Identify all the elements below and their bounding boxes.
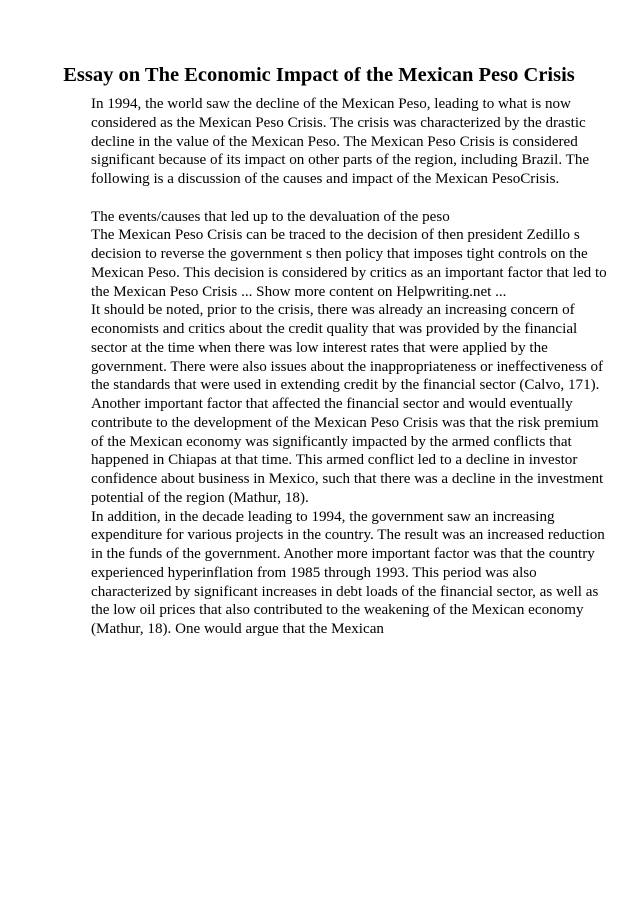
section-heading: The events/causes that led up to the devaluation of the peso bbox=[91, 208, 450, 225]
text-line: considered as the Mexican Peso Crisis. The crisis was characterized by the drastic bbox=[91, 114, 586, 131]
essay-title: Essay on The Economic Impact of the Mexican Peso Crisis bbox=[63, 64, 575, 86]
text-line: In addition, in the decade leading to 1994, the government saw an increasing bbox=[91, 508, 555, 525]
text-line: economists and critics about the credit quality that was provided by the financial bbox=[91, 321, 578, 337]
text-line: confidence about business in Mexico, such that there was a decline in the investment bbox=[91, 471, 604, 487]
text-line: characterized by significant increases in debt loads of the financial sector, as well as bbox=[91, 583, 599, 600]
intro-paragraph bbox=[91, 95, 601, 189]
text-line: the low oil prices that also contributed to the weakening of the Mexican economy bbox=[91, 602, 584, 619]
text-line: In 1994, the world saw the decline of the Mexican Peso, leading to what is now bbox=[91, 96, 571, 112]
text-line: the standards that were used in extending credit by the financial sector (Calvo, 171). bbox=[91, 377, 600, 394]
text-line: It should be noted, prior to the crisis, there was already an increasing concern of bbox=[91, 302, 575, 319]
text-line: Another important factor that affected the financial sector and would eventually bbox=[91, 396, 573, 412]
text-line: decision to reverse the government s then policy that imposes tight controls on the bbox=[91, 246, 588, 262]
text-line: Mexican Peso. This decision is considered by critics as an important factor that led to bbox=[91, 264, 607, 281]
text-line: happened in Chiapas at that time. This armed conflict led to a decline in investor bbox=[91, 452, 578, 469]
text-line: government. There were also issues about the inappropriateness or ineffectiveness of bbox=[91, 358, 604, 375]
text-line: of the Mexican economy was significantly impacted by the armed conflicts that bbox=[91, 433, 572, 450]
text-line: significant because of its impact on other parts of the region, including Brazil. The bbox=[91, 152, 590, 169]
text-line: The Mexican Peso Crisis can be traced to the decision of then president Zedillo s bbox=[91, 227, 580, 244]
text-line: expenditure for various projects in the country. The result was an increased reduction bbox=[91, 527, 605, 544]
essay-body bbox=[91, 95, 607, 639]
text-line: the Mexican Peso Crisis ... Show more content on Helpwriting.net ... bbox=[91, 283, 507, 300]
text-line: experienced hyperinflation from 1985 through 1993. This period was also bbox=[91, 564, 537, 581]
paragraph-spacer bbox=[91, 189, 601, 208]
text-line: decline in the value of the Mexican Peso. The Mexican Peso Crisis is considered bbox=[91, 133, 578, 150]
text-line: contribute to the development of the Mexican Peso Crisis was that the risk premium bbox=[91, 414, 599, 431]
text-line: in the funds of the government. Another more important factor was that the country bbox=[91, 546, 595, 562]
text-line: sector at the time when there was low interest rates that were applied by the bbox=[91, 339, 548, 356]
text-line: (Mathur, 18). One would argue that the Mexican bbox=[91, 621, 384, 637]
main-paragraphs bbox=[91, 208, 607, 639]
text-line: following is a discussion of the causes and impact of the Mexican PesoCrisis. bbox=[91, 171, 560, 187]
text-line: potential of the region (Mathur, 18). bbox=[91, 489, 309, 506]
